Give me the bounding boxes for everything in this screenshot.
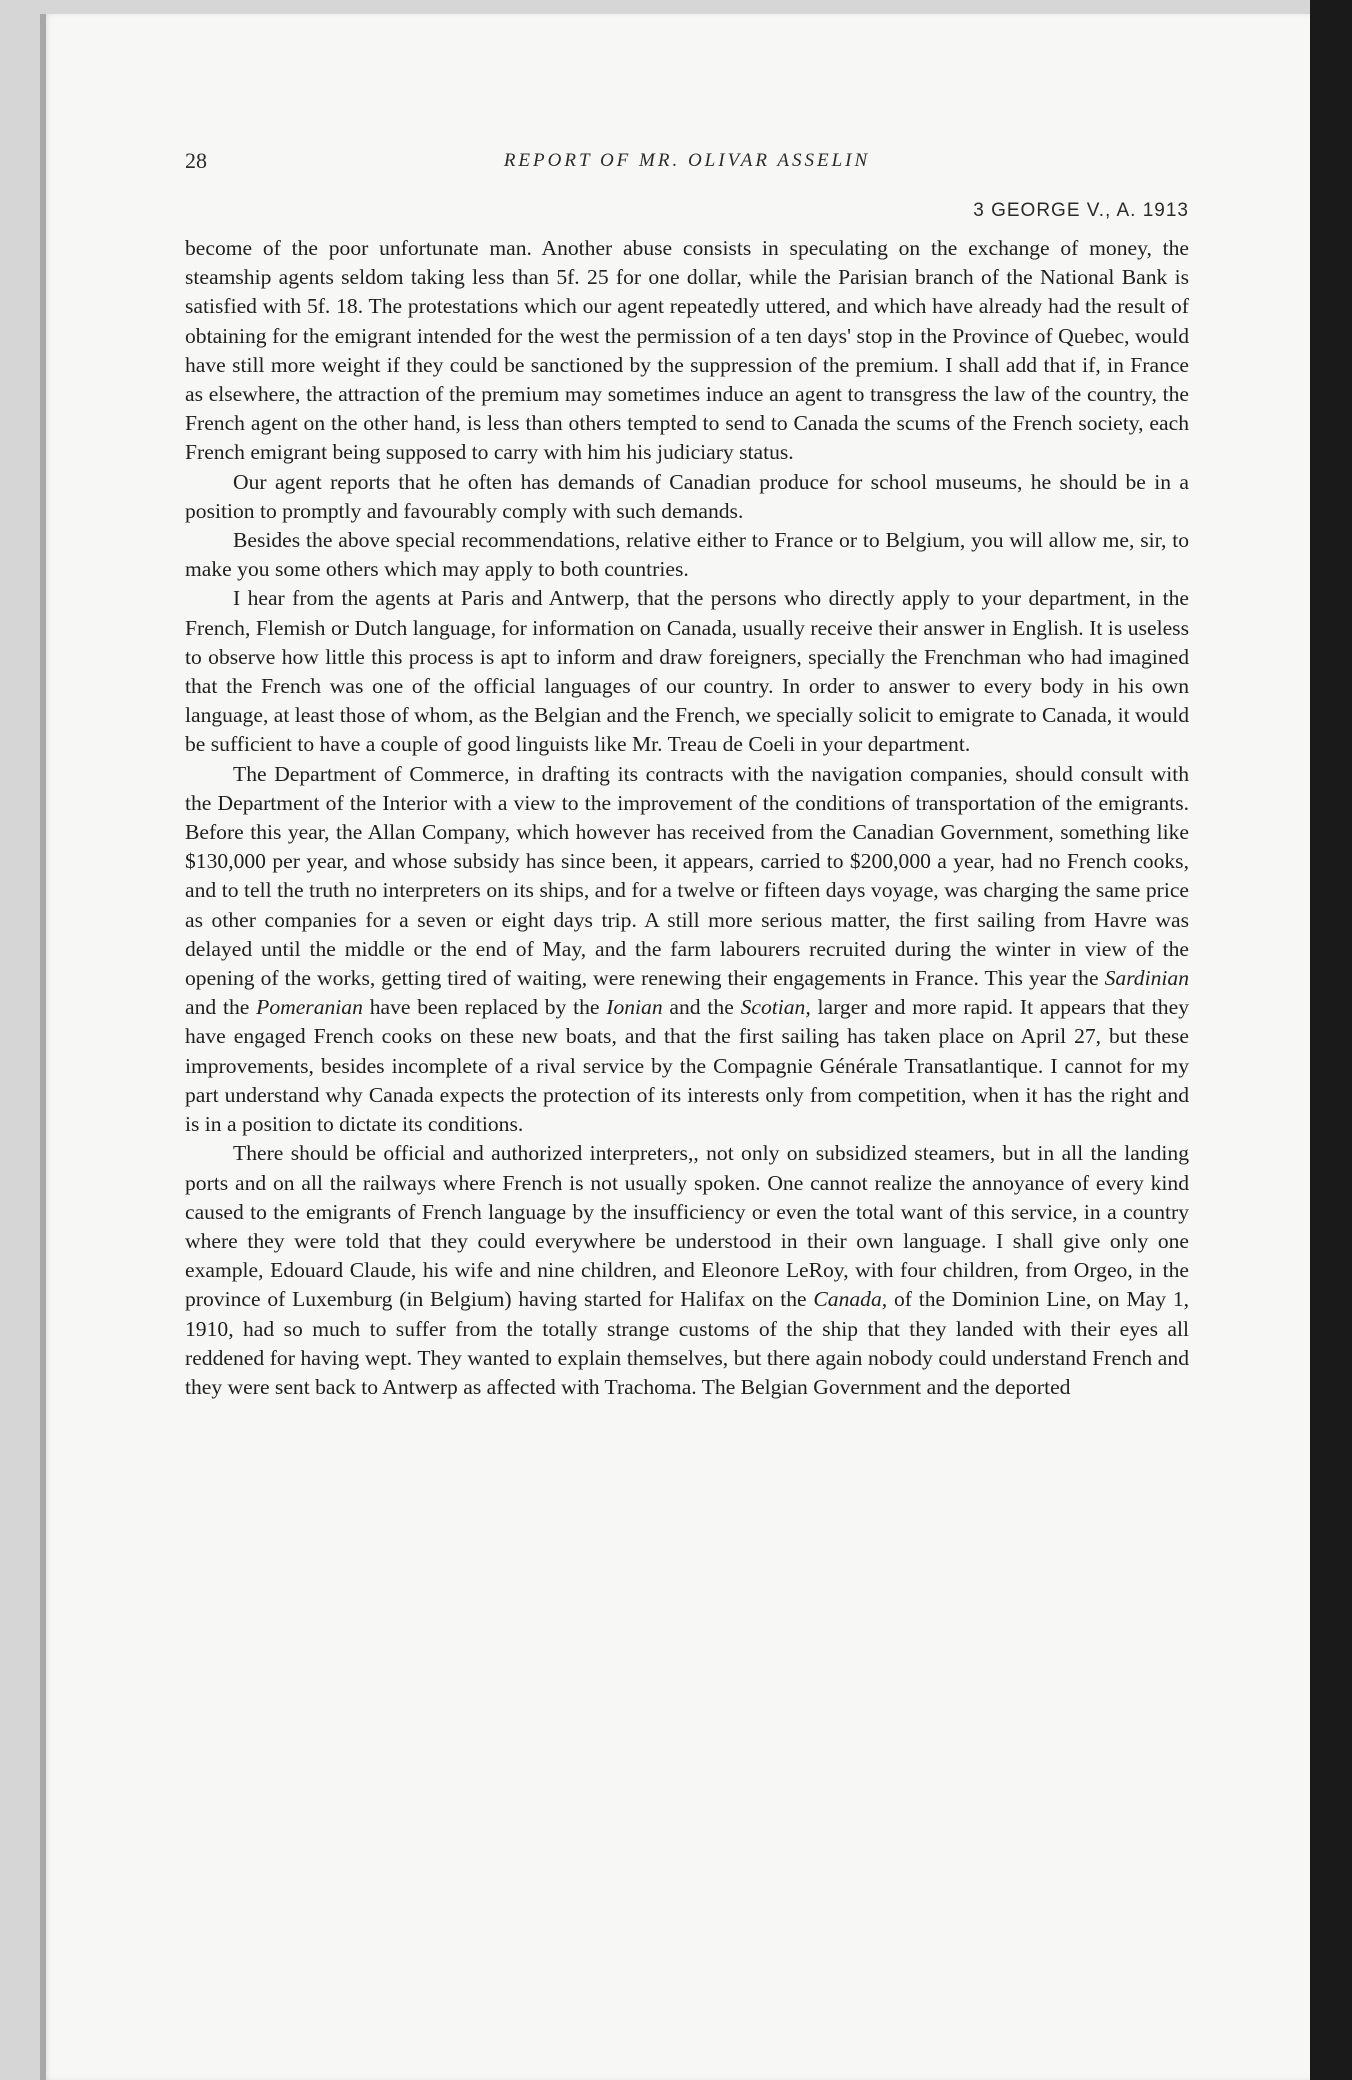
ship-name: Ionian [606, 995, 663, 1020]
scan-right-border [1310, 0, 1352, 2080]
ship-name: Pomeranian [256, 995, 363, 1020]
paragraph: Our agent reports that he often has demands of Canadian produce for school museums, he should be in a position to promptly and favourably comply with such demands. [185, 469, 1189, 523]
ship-name: Canada, [813, 1287, 888, 1312]
paragraph-interpreters [185, 1139, 1189, 1402]
header-line [185, 148, 1189, 182]
paragraph-navigation-companies [185, 760, 1189, 1140]
text-run: larger and more rapid. It appears that they have engaged French cooks on these new boats, and that the first sailing has taken place on April 27, but these improvements, besides incomplete of a rival service by the Compagnie Générale Transatlantique. I cannot for my part understand why Canada expects the protection of its interests only from competition, when it has the right and is in a position to dictate its conditions. [185, 995, 1189, 1137]
paragraph: I hear from the agents at Paris and Antwerp, that the persons who directly apply to your department, in the French, Flemish or Dutch language, for information on Canada, usually receive their answer in English. It is useless to observe how little this process is apt to inform and draw foreigners, specially the Frenchman who had imagined that the French was one of the official languages of our country. In order to answer to every body in his own language, at least those of whom, as the Belgian and the French, we specially solicit to emigrate to Canada, it would be sufficient to have a couple of good linguists like Mr. Treau de Coeli in your department. [185, 586, 1189, 757]
running-title: REPORT OF MR. OLIVAR ASSELIN [503, 150, 871, 171]
text-run: and the [662, 995, 741, 1020]
paragraph: become of the poor unfortunate man. Another abuse consists in speculating on the exchange of money, the steamship agents seldom taking less than 5f. 25 for one dollar, while the Parisian branch of the National Bank is satisfied with 5f. 18. The protestations which our agent repeatedly uttered, and which have already had the result of obtaining for the emigrant intended for the west the permission of a ten days' stop in the Province of Quebec, would have still more weight if they could be sanctioned by the suppression of the premium. I shall add that if, in France as elsewhere, the attraction of the premium may sometimes induce an agent to transgress the law of the country, the French agent on the other hand, is less than others tempted to send to Canada the scums of the French society, each French emigrant being supposed to carry with him his judiciary status. [185, 236, 1189, 465]
page-left-edge [40, 14, 46, 2080]
text-run: of the Dominion Line, on May 1, 1910, had so much to suffer from the totally strange customs of the ship that they landed with their eyes all reddened for having wept. They wanted to explain themselves, but there again nobody could understand French and they were sent back to Antwerp as affected with Trachoma. The Belgian Government and the deported [185, 1287, 1190, 1399]
session-reference: 3 GEORGE V., A. 1913 [973, 200, 1189, 221]
page-header [185, 0, 1189, 240]
text-run: and the [185, 995, 257, 1020]
text-run: have been replaced by the [362, 995, 607, 1020]
text-run: The Department of Commerce, in drafting its contracts with the navigation companies, should consult with the Department of the Interior with a view to the improvement of the conditions of transportation of the emigrants. Before this year, the Allan Company, which however has received from the Canadian Government, something like $130,000 per year, and whose subsidy has since been, it appears, carried to $200,000 a year, had no French cooks, and to tell the truth no interpreters on its ships, and for a twelve or fifteen days voyage, was charging the same price as other companies for a seven or eight days trip. A still more serious matter, the first sailing from Havre was delayed until the middle or the end of May, and the farm labourers recruited during the winter in view of the opening of the works, getting tired of waiting, were renewing their engagements in France. This year the [185, 761, 1189, 991]
ship-name: Sardinian [1104, 966, 1189, 991]
document-body [185, 234, 1189, 1402]
paragraph: Besides the above special recommendations, relative either to France or to Belgium, you will allow me, sir, to make you some others which may apply to both countries. [185, 528, 1189, 582]
page-number: 28 [185, 148, 207, 173]
ship-name: Scotian, [740, 995, 811, 1020]
text-run: There should be official and authorized interpreters,, not only on subsidized steamers, but in all the landing ports and on all the railways where French is not usually spoken. One cannot realize the annoyance of every kind caused to the emigrants of French language by the insufficiency or even the total want of this service, in a country where they were told that they could everywhere be understood in their own language. I shall give only one example, Edouard Claude, his wife and nine children, and Eleonore LeRoy, with four children, from Orgeo, in the province of Luxemburg (in Belgium) having started for Halifax on the [185, 1141, 1189, 1312]
